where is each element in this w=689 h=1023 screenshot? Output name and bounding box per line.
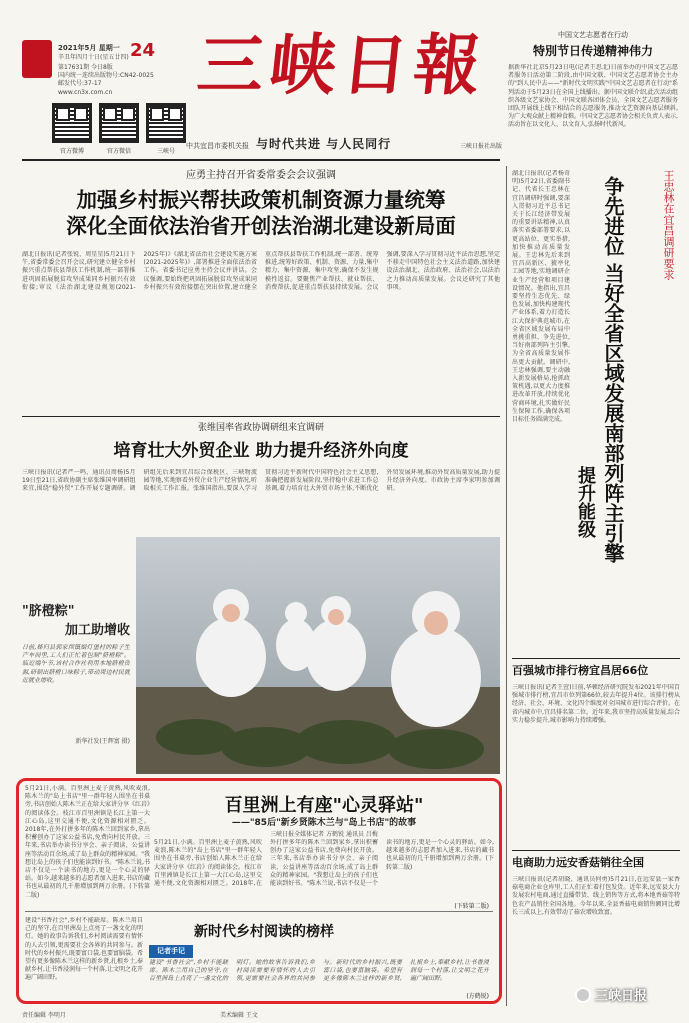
footer-editor: 责任编辑 李明月 [22,1012,66,1019]
right-divider-1 [512,658,680,659]
qr-weibo-label: 官方微博 [59,148,84,155]
masthead-title [192,26,501,120]
story-kicker: 中国文艺志愿者在行动 [558,31,628,39]
news-photo [136,537,500,774]
ecommerce-headline: 电商助力远安香菇销往全国 [512,856,644,869]
workers-photo-illustration [136,537,500,774]
masthead-char: 三 [193,26,271,104]
masthead-char: 日 [337,26,415,104]
post-line: 邮发代号:37-17 [58,80,102,87]
feature-box[interactable] [16,778,502,1004]
website-url[interactable]: www.cn3x.com.cn [58,89,113,96]
lead-body: 湖北日报讯(记者张锐、周星星)5月21日下午,省委常委会召开会议,研究建立健全乡村振兴重点帮扶县帮扶工作机制,统一部署推进巩固拓展脱贫攻坚成果同乡村振兴有效衔接;审议《法治湖北建设规划(2021-2025年)》《湖北省法治社会建设实施方案(2021-2025年)》,部署推进全面依法治省工作。省委书记应勇主持会议并讲话。会议强调,要始终把巩固拓展脱贫攻坚成果同乡村振兴有效衔接摆在突出位置,建立健全重点帮扶县帮扶工作机制,统一部署、统筹推进,统筹好政策、机制、资源、力量,集中精力、集中资源、集中攻坚,确保不发生规模性返贫。要聚焦产业帮扶、就业帮扶、消费帮扶,促进重点帮扶县持续发展。会议强调,要深入学习贯彻习近平法治思想,坚定不移走中国特色社会主义法治道路,加快建设法治湖北、法治政府、法治社会,以法治之力推动高质量发展。会议还研究了其他事项。 [22,251,500,291]
trade-kicker: 张维国率省政协调研组来宜调研 [197,423,324,433]
masthead-slogan: 与时代共进 与人民同行 [256,137,392,151]
watermark [575,985,647,1004]
lead-headline-1: 加强乡村振兴帮扶政策机制资源力量统筹 [76,188,446,212]
ecommerce-body: 三峡日报讯(记者胡晓、通讯员何勇)5月21日,在远安县一家香菇电商企业仓库里,工人们正忙着打包发货。近年来,远安县大力发展农村电商,通过直播带货、线上销售等方式,将本地香菇等特色农产品销往全国各地。今年以来,全县香菇电商销售额同比增长三成以上,有效带动了菇农增收致富。 [512,876,680,916]
wechat-icon [575,987,591,1003]
feature-left-body: 5月21日,小满。百里洲上麦子黄熟,风吹麦浪,陈木兰的"岛上书店"里一群年轻人围坐在书桌旁,书店创始人陈木兰正在给大家讲分享《红岩》的阅读体会。枝江市百里洲镇是长江上第一大江心岛,这里交通不便,文化资源相对匮乏。2018年,在外打拼多年的陈木兰回到家乡,拿出积蓄创办了这家公益书店,免费向村民开放。三年来,书店举办读书分享会、亲子阅读、公益讲座等活动百余场,成了岛上群众的精神家园。"我想让岛上的孩子们也能读到好书。"陈木兰说,书店不仅是一个读书的地方,更是一个心灵的驿站。如今,越来越多的志愿者加入进来,书店的藏书也从最初的几千册增加到两万余册。(下转第二版) [25,785,150,899]
city-rank-headline: 百强城市排行榜宜昌居66位 [512,664,649,677]
lead-kicker: 应勇主持召开省委常委会会议强调 [186,170,336,181]
masthead-char: 峡 [265,26,343,104]
qr-app[interactable] [146,103,186,143]
trade-body: 三峡日报讯(记者严一鸣、通讯员周杨)5月19日至21日,省政协副主席张维国率调研组来宜,围绕"稳外贸"工作开展专题调研。调研组先后来到宜昌综合保税区、三峡物流园等地,实地察看外贸企业生产经营情况,听取相关工作汇报。张维国指出,要深入学习贯彻习近平新时代中国特色社会主义思想,准确把握新发展阶段,坚持稳中求进工作总基调,着力培育壮大外贸市场主体,不断优化外贸发展环境,推动外贸高质量发展,助力提升经济外向度。市政协主席李家明参加调研。 [22,469,500,493]
column-badge: 记者手记 [149,945,193,958]
commentary-story [512,166,680,656]
city-rank-body: 三峡日报讯(记者王萱)日前,华顿经济研究院发布2021年中国百强城市排行榜,宜昌市位列第66位,较去年提升4位。该排行榜从经济、社会、环境、文化四个维度对全国城市进行综合评价。在省内城市中,宜昌排名第二位。近年来,我市坚持高质量发展,综合实力稳步提升,城市影响力持续增强。 [512,684,680,724]
column-author: (方鹤锐) [466,993,489,1000]
feature-byline: 三峡日报全媒体记者 方鹤锐 通讯员 吕梅 [270,831,378,838]
column-left-body: 建设"书香社会",乡村不能缺席。陈木兰用自己的坚守,在百里洲岛上点亮了一盏文化的明灯。她的故事告诉我们,乡村阅读需要有情怀的人去引领,更需要社会各界的共同参与。新时代的乡村振兴,既要富口袋,也要富脑袋。希望有更多像陈木兰这样的新乡贤,扎根乡土,奉献乡村,让书香浸润每一个村落,让文明之花开遍广阔田野。 [25,917,143,982]
caption-body: 日前,秭归县郭家坝镇烟灯堡村的粽子生产车间里,工人们正忙着包制"脐橙粽"。临近端午节,该村合作社利用本地脐橙资源,研制出脐橙口味粽子,带动周边村民就近就业增收。 [22,644,130,684]
commentary-headline-b: 提升能级 [575,466,596,538]
feature-subheadline: ——"85后"新乡贤陈木兰与"岛上书店"的故事 [231,818,417,828]
trade-headline: 培育壮大外贸企业 助力提升经济外向度 [113,441,409,461]
ecommerce-story [512,854,680,1004]
right-column-divider [506,166,507,1006]
lead-headline-2: 深化全面依法治省开创法治湖北建设新局面 [66,214,456,238]
commentary-body: 湖北日报讯(记者杨奇明)5月22日,省委副书记、代省长王忠林在宜昌调研时强调,要深入贯彻习近平总书记关于长江经济带发展的重要讲话精神,认真落实省委部署要求,以更高站位、更实举措,加快推动高质量发展。王忠林先后来到宜昌高新区、猇亭化工园等地,实地调研企业生产经营和项目建设情况。他指出,宜昌要坚持生态优先、绿色发展,加快构建现代产业体系,着力打造长江大保护典范城市,在全省区域发展布局中勇挑重担、争先进位,当好南部列阵主引擎,为全省高质量发展作出更大贡献。调研中,王忠林强调,要主动融入新发展格局,抢抓政策机遇,以更大力度推进改革开放,持续优化营商环境,扎实做好民生保障工作,确保各项目标任务圆满完成。 [512,170,570,424]
caption-credit: 新华社发(王辉富 摄) [75,738,130,745]
feature-inner-divider [25,911,493,912]
qr-wechat-label: 官方微信 [106,148,131,155]
qr-app-label: 三峡号 [156,148,175,155]
page-number: 24 [130,40,156,61]
feature-headline: 百里洲上有座"心灵驿站" [224,795,424,816]
masthead-organ: 中共宜昌市委机关报 [186,142,249,150]
logo-badge [22,40,52,78]
masthead-date: 2021年5月 星期一 [58,44,120,52]
feature-continued: (下转第二版) [454,903,489,910]
masthead-char: 報 [409,26,487,104]
feature-body: 5月21日,小满。百里洲上麦子黄熟,风吹麦浪,陈木兰的"岛上书店"里一群年轻人围坐在书桌旁,书店创始人陈木兰正在给大家讲分享《红岩》的阅读体会。枝江市百里洲镇是长江上第一大江心岛,这里交通不便,文化资源相对匮乏。2018年,在外打拼多年的陈木兰回到家乡,拿出积蓄创办了这家公益书店,免费向村民开放。三年来,书店举办读书分享会、亲子阅读、公益讲座等活动百余场,成了岛上群众的精神家园。"我想让岛上的孩子们也能读到好书。"陈木兰说,书店不仅是一个读书的地方,更是一个心灵的驿站。如今,越来越多的志愿者加入进来,书店的藏书也从最初的几千册增加到两万余册。(下转第二版) [154,839,494,888]
masthead-lunar: 辛丑年四月十日(星五廿四) [58,54,129,61]
section-divider [22,416,500,417]
commentary-headline-text: 争先进位 当好全省区域发展南部列阵主引擎 [601,176,625,563]
masthead-divider [22,159,500,161]
lead-story [22,166,500,446]
story-body: 据新华社北京5月23日电(记者王思北)日前举办的中国文艺志愿者服务日活动第二阶段,由中国文联、中国文艺志愿者协会主办的"到人民中去——"新时代文明实践"中国文艺志愿者在行动"系列活动于5月23日在全国上线播出。据中国文联介绍,此次活动组织各级文艺家协会、中国文联各团体会员、全国文艺志愿者服务团队开展线上线下相结合的志愿服务,推动文艺资源向基层倾斜,为广大观众献上精神食粮。中国文艺志愿者协会相关负责人表示,活动旨在以文化人、以文育人,弘扬时代新风。 [508,64,678,129]
photo-caption [22,600,130,775]
trade-story [22,420,500,530]
commentary-column-label: 王忠林在宜昌调研要求 [662,170,675,280]
watermark-text: 三峡日报 [595,989,648,1004]
issue-line: 第17631期 今日8版 [58,64,113,71]
masthead-publisher: 三峡日报社出版 [460,143,503,150]
footer-art-editor: 美术编辑 王文 [220,1012,258,1019]
story-headline: 特別节日传递精神伟力 [532,44,653,58]
column-body: 建设"书香社会",乡村不能缺席。陈木兰用自己的坚守,在百里洲岛上点亮了一盏文化的明灯。她的故事告诉我们,乡村阅读需要有情怀的人去引领,更需要社会各界的共同参与。新时代的乡村振兴,既要富口袋,也要富脑袋。希望有更多像陈木兰这样的新乡贤,扎根乡土,奉献乡村,让书香浸润每一个村落,让文明之花开遍广阔田野。 [149,959,489,983]
commentary-headline-a [598,176,628,646]
cn-line: 国内统一连续出版物号:CN42-0025 [58,72,154,79]
caption-title-1: "脐橙粽" [22,604,75,619]
column-headline: 新时代乡村阅读的榜样 [194,924,334,940]
right-divider-2 [512,850,680,851]
caption-title-2: 加工助增收 [64,623,130,638]
top-right-story [508,30,678,148]
qr-weibo[interactable] [52,103,92,143]
qr-wechat[interactable] [99,103,139,143]
city-rank-story [512,662,680,812]
